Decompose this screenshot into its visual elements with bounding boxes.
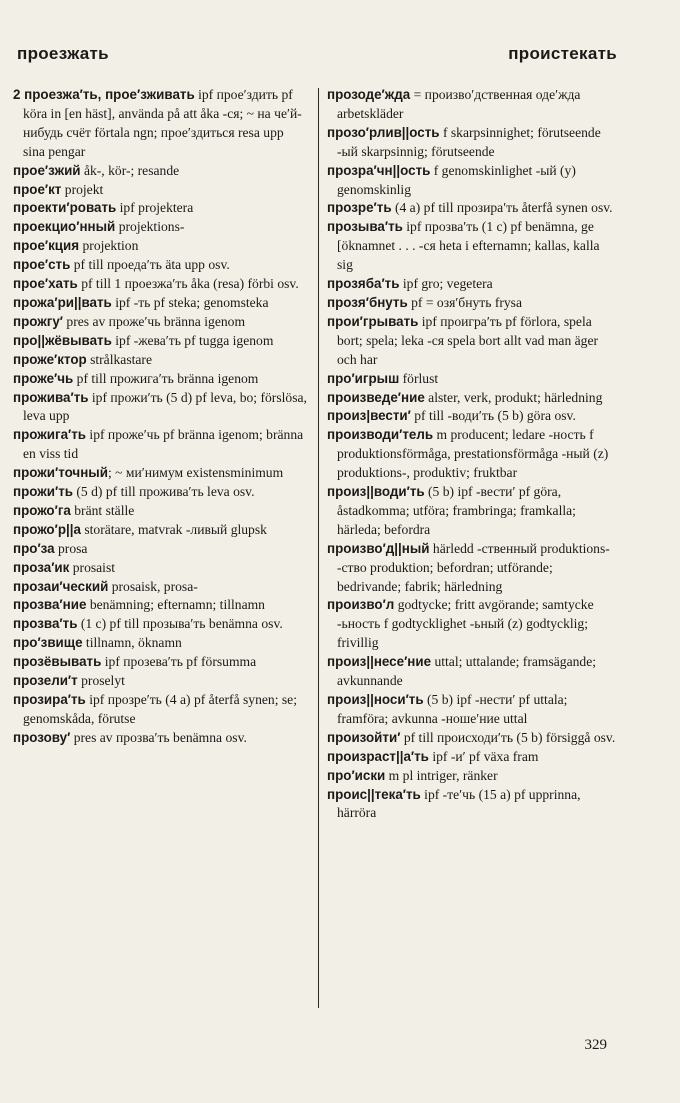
entry-headword: прожгу′	[13, 313, 63, 329]
entry-headword: произ|вести′	[327, 408, 411, 424]
entry-headword: прое′кция	[13, 238, 80, 254]
dictionary-entry	[13, 464, 308, 483]
dictionary-entry	[13, 596, 308, 615]
entry-definition: ipf прое′здить pf köra in [en häst], använda på att åka -ся; ~ на че′й-нибудь счёт förtala ngn; прое′здиться resa upp sina pengar	[23, 87, 302, 159]
dictionary-entry	[13, 218, 308, 237]
entry-headword: прозову′	[13, 729, 71, 745]
entry-headword: прое′кт	[13, 181, 62, 197]
dictionary-entry	[327, 407, 617, 426]
page-number: 329	[584, 1037, 607, 1053]
entry-headword: произойти′	[327, 729, 401, 745]
entry-definition: = произво′дственная оде′жда arbetskläder	[337, 87, 581, 121]
entry-headword: прозя′бнуть	[327, 294, 408, 310]
entry-definition: pf till 1 проезжа′ть åka (resa) förbi osv.	[77, 276, 299, 292]
dictionary-entry	[327, 294, 617, 313]
entry-definition: prosaist	[69, 559, 116, 575]
entry-definition: pf till -води′ть (5 b) göra osv.	[410, 408, 576, 424]
dictionary-entry	[13, 275, 308, 294]
dictionary-entry	[327, 540, 617, 597]
entry-definition: projektion	[79, 238, 139, 254]
dictionary-entry	[13, 162, 308, 181]
entry-headword: про′игрыш	[327, 370, 400, 386]
entry-headword: 2 проезжа′ть, прое′зживать	[13, 87, 195, 102]
entry-headword: прозели′т	[13, 673, 78, 689]
entry-definition: storätare, matvrak -ливый glupsk	[80, 521, 267, 537]
entry-definition: m pl intriger, ränker	[385, 767, 498, 783]
dictionary-entry	[13, 691, 308, 729]
dictionary-entry	[327, 691, 617, 729]
dictionary-entry	[13, 559, 308, 578]
entry-headword: производи′тель	[327, 427, 434, 443]
entry-definition: förlust	[399, 370, 439, 386]
dictionary-entry	[13, 672, 308, 691]
entry-definition: ipf projektera	[116, 200, 194, 216]
entry-definition: f skarpsinnighet; förutseende -ый skarpsinnig; förutseende	[337, 124, 601, 159]
entry-definition: alster, verk, produkt; härledning	[424, 389, 603, 405]
entry-definition: ipf -и′ pf växa fram	[428, 748, 539, 764]
dictionary-entry	[13, 615, 308, 634]
dictionary-entry	[13, 634, 308, 653]
entry-headword: прое′зжий	[13, 162, 81, 178]
entry-headword: проекцио′нный	[13, 219, 116, 235]
entry-definition: (1 c) pf till прозыва′ть benämna osv.	[77, 616, 283, 632]
dictionary-entry	[13, 237, 308, 256]
dictionary-entry	[13, 483, 308, 502]
entry-headword: прозира′ть	[13, 692, 86, 707]
entry-headword: проже′ктор	[13, 351, 87, 367]
dictionary-entry	[327, 729, 617, 748]
entry-definition: prosaisk, prosa-	[108, 578, 198, 594]
entry-headword: прозре′ть	[327, 200, 392, 216]
entry-definition: pres av проже′чь bränna igenom	[63, 313, 246, 329]
entry-definition: strålkastare	[86, 351, 152, 367]
dictionary-entry	[13, 199, 308, 218]
dictionary-entry	[13, 332, 308, 351]
entry-headword: прое′хать	[13, 276, 78, 292]
entry-headword: прозяба′ть	[327, 276, 400, 292]
dictionary-entry	[327, 483, 617, 540]
dictionary-entry	[13, 181, 308, 200]
entry-headword: произраст||а′ть	[327, 748, 429, 764]
dictionary-entry	[327, 162, 617, 200]
dictionary-entry	[327, 389, 617, 408]
dictionary-entry	[13, 313, 308, 332]
dictionary-entry	[13, 294, 308, 313]
dictionary-entry	[13, 351, 308, 370]
entry-headword: прозёвывать	[13, 654, 102, 670]
entry-definition: projekt	[61, 181, 104, 197]
entry-headword: про′за	[13, 540, 55, 556]
entry-definition: godtycke; fritt avgörande; samtycke -ьность f godtycklighet -ьный (z) godtycklig; frivillig	[337, 597, 594, 651]
entry-definition: bränt ställe	[70, 502, 135, 518]
dictionary-entry	[13, 389, 308, 427]
entry-headword: проже′чь	[13, 370, 74, 386]
entry-definition: härledd -ственный produktions- -ство produktion; befordran; utförande; bedrivande; fabrik; härledning	[337, 540, 610, 594]
entry-definition: projektions-	[115, 219, 185, 235]
entry-definition: ipf прозева′ть pf försumma	[101, 654, 257, 670]
entry-definition: tillnamn, öknamn	[82, 635, 182, 651]
dictionary-entry	[327, 313, 617, 370]
entry-headword: произво′л	[327, 597, 395, 613]
dictionary-entry	[13, 578, 308, 597]
entry-definition: ipf прозре′ть (4 a) pf återfå synen; se; genomskåda, förutse	[23, 692, 297, 726]
entry-headword: про′иски	[327, 767, 386, 783]
entry-definition: ipf прозва′ть (1 c) pf benämna, ge [öknamnet . . . -ся heta i efternamn; kallas, kalla sig	[337, 219, 600, 273]
entry-definition: pf = озя′бнуть frysa	[407, 294, 522, 310]
entry-headword: прожива′ть	[13, 389, 89, 405]
dictionary-entry	[327, 748, 617, 767]
dictionary-entry	[327, 370, 617, 389]
dictionary-entry	[327, 767, 617, 786]
entry-definition: ; ~ ми′нимум existensminimum	[107, 465, 284, 481]
entry-headword: прозоде′жда	[327, 87, 411, 102]
entry-headword: про′звище	[13, 635, 83, 651]
dictionary-entry	[13, 729, 308, 748]
dictionary-entry	[13, 256, 308, 275]
entry-headword: прозра′чн||ость	[327, 162, 431, 178]
dictionary-entry	[327, 199, 617, 218]
entry-definition: proselyt	[77, 673, 125, 689]
entry-definition: ipf -ть pf steka; genomsteka	[111, 294, 269, 310]
entry-definition: pf till проеда′ть äta upp osv.	[70, 257, 230, 273]
entry-headword: прое′сть	[13, 257, 71, 273]
entry-definition: (5 b) ipf -нести′ pf uttala; framföra; avkunna -ноше′ние uttal	[337, 692, 568, 726]
entry-headword: прожи′ть	[13, 484, 73, 500]
entry-headword: про||жёвывать	[13, 332, 112, 348]
entry-headword: произведе′ние	[327, 389, 425, 405]
entry-headword: прожи′точный	[13, 465, 108, 481]
entry-headword: произво′д||ный	[327, 540, 430, 556]
column-divider	[318, 88, 319, 1008]
entry-definition: ipf проже′чь pf bränna igenom; bränna en viss tid	[23, 427, 304, 462]
right-column	[327, 86, 617, 823]
entry-definition: pf till прожига′ть bränna igenom	[73, 370, 259, 386]
entry-headword: прозва′ть	[13, 616, 78, 632]
entry-headword: произ||носи′ть	[327, 692, 424, 707]
entry-headword: прои′грывать	[327, 313, 419, 329]
dictionary-entry	[327, 218, 617, 275]
entry-headword: прозыва′ть	[327, 219, 403, 235]
entry-headword: произ||несе′ние	[327, 654, 432, 670]
dictionary-entry	[327, 275, 617, 294]
dictionary-entry	[327, 786, 617, 824]
entry-definition: benämning; efternamn; tillnamn	[86, 597, 265, 613]
entry-definition: prosa	[54, 540, 88, 556]
entry-headword: прожо′га	[13, 502, 71, 518]
dictionary-entry	[13, 370, 308, 389]
dictionary-entry	[13, 502, 308, 521]
left-column	[13, 86, 308, 748]
entry-definition: m producent; ledare -ность f produktionsförmåga, prestationsförmåga -ный (z) produktions-, produktiv; fruktbar	[337, 427, 609, 481]
dictionary-entry	[327, 653, 617, 691]
entry-definition: pres av прозва′ть benämna osv.	[70, 729, 247, 745]
entry-headword: прожо′р||а	[13, 521, 81, 537]
dictionary-entry	[327, 426, 617, 483]
entry-definition: ipf -те′чь (15 a) pf upprinna, härröra	[337, 786, 581, 821]
dictionary-entry	[13, 521, 308, 540]
dictionary-entry	[13, 653, 308, 672]
dictionary-entry	[13, 426, 308, 464]
entry-definition: (5 d) pf till прожива′ть leva osv.	[73, 484, 255, 500]
entry-definition: ipf -жева′ть pf tugga igenom	[111, 332, 274, 348]
dictionary-entry	[13, 540, 308, 559]
dictionary-entry	[327, 124, 617, 162]
entry-headword: прозо′рлив||ость	[327, 124, 440, 140]
dictionary-entry	[327, 86, 617, 124]
entry-definition: ipf gro; vegetera	[399, 276, 493, 292]
entry-headword: проза′ик	[13, 559, 70, 575]
entry-headword: прозаи′ческий	[13, 578, 109, 594]
entry-headword: прожига′ть	[13, 427, 87, 443]
entry-definition: ipf проигра′ть pf förlora, spela bort; spela; leka -ся spela bort allt vad man äger och har	[337, 313, 599, 367]
running-head-left: проезжать	[17, 44, 109, 63]
entry-definition: f genomskinlighet -ый (y) genomskinlig	[337, 162, 576, 197]
entry-definition: (5 b) ipf -вести′ pf göra, åstadkomma; utföra; frambringa; framkalla; härleda; befordra	[337, 484, 576, 537]
entry-headword: прозва′ние	[13, 597, 87, 613]
running-head-right: проистекать	[508, 44, 617, 63]
entry-definition: ipf прожи′ть (5 d) pf leva, bo; förslösa, leva upp	[23, 389, 307, 424]
entry-definition: åk-, kör-; resande	[80, 162, 180, 178]
dictionary-entry	[13, 86, 308, 162]
entry-headword: проекти′ровать	[13, 200, 117, 216]
entry-definition: uttal; uttalande; framsägande; avkunnande	[337, 654, 597, 689]
entry-headword: прожа′ри||вать	[13, 294, 112, 310]
entry-definition: (4 a) pf till прозира′ть återfå synen osv.	[391, 200, 613, 216]
entry-headword: произ||води′ть	[327, 484, 425, 500]
entry-definition: pf till происходи′ть (5 b) försiggå osv.	[400, 729, 616, 745]
entry-headword: проис||текa′ть	[327, 786, 421, 802]
dictionary-entry	[327, 596, 617, 653]
